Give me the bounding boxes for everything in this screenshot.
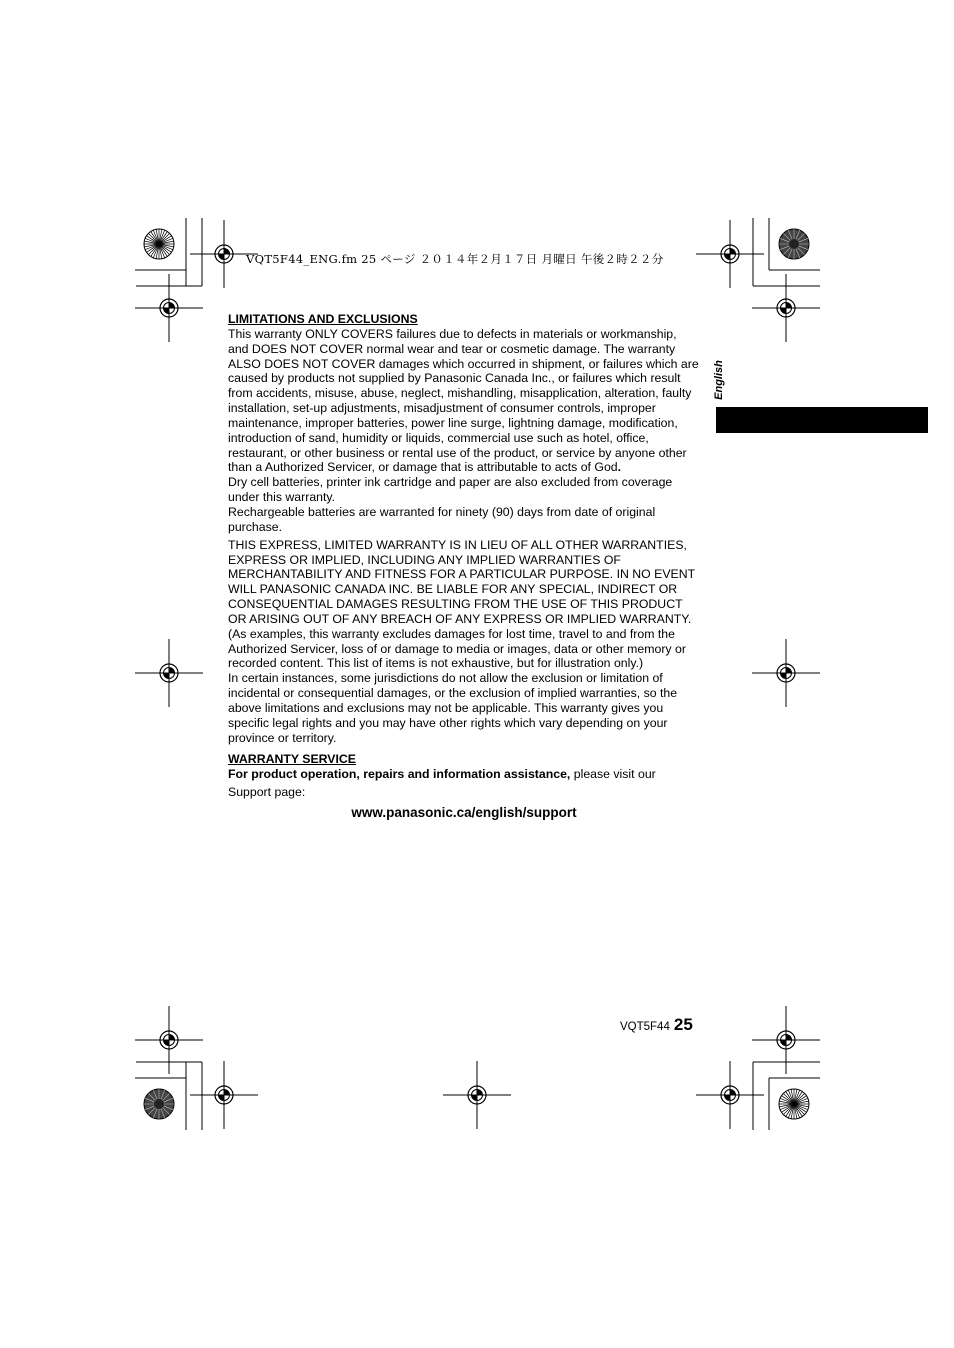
limitations-heading: LIMITATIONS AND EXCLUSIONS [228,312,418,326]
limitations-paragraph-1-text: This warranty ONLY COVERS failures due to defects in materials or workmanship, and DOES NOT COVER normal wear and tear or cosmetic damage. The warranty ALSO DOES NOT COVER damages which occurred in shipment, or failures which are caused by products not supplied by Panasonic Canada Inc., or failures which result from accidents, misuse, abuse, neglect, mishandling, misapplication, alteration, faulty installation, set-up adjustments, misadjustment of consumer controls, improper maintenance, improper batteries, power line surge, lightning damage, modification, introduction of sand, humidity or liquids, commercial use such as hotel, office, restaurant, or other business or rental use of the product, or service by anyone other than a Authorized Servicer, or damage that is attributable to acts of God [228,326,699,475]
warranty-service-intro-line2: Support page: [228,785,306,800]
page-number: 25 [673,1015,693,1034]
limitations-paragraph-2: Dry cell batteries, printer ink cartridge and paper are also excluded from coverage under this warranty. [228,475,673,505]
support-url-link[interactable]: www.panasonic.ca/english/support [351,805,577,820]
warranty-service-intro [228,767,700,782]
limitations-paragraph-3: Rechargeable batteries are warranted for ninety (90) days from date of original purchase. [228,504,656,534]
page-footer [620,1015,710,1035]
limitations-paragraph-5: (As examples, this warranty excludes damages for lost time, travel to and from the Authorized Servicer, loss of or damage to media or images, data or other memory or recorded content. This list of items is not exhaustive, but for illustration only.) [228,626,686,671]
language-label-text: English [713,360,725,400]
limitations-paragraph-4: THIS EXPRESS, LIMITED WARRANTY IS IN LIEU OF ALL OTHER WARRANTIES, EXPRESS OR IMPLIED, INCLUDING ANY IMPLIED WARRANTIES OF MERCHANTABILITY AND FITNESS FOR A PARTICULAR PURPOSE. IN NO EVENT WILL PANASONIC CANADA INC. BE LIABLE FOR ANY SPECIAL, INDIRECT OR CONSEQUENTIAL DAMAGES RESULTING FROM THE USE OF THIS PRODUCT OR ARISING OUT OF ANY BREACH OF ANY EXPRESS OR IMPLIED WARRANTY. [228,537,695,626]
warranty-content [228,312,700,821]
print-header-file-info: VQT5F44_ENG.fm 25 ページ ２０１４年２月１７日 月曜日 午後２時２２分 [246,252,664,266]
language-tab-bar [716,407,928,433]
limitations-paragraph-6: In certain instances, some jurisdictions do not allow the exclusion or limitation of incidental or consequential damages, or the exclusion of implied warranties, so the above limitations and exclusions may not be applicable. This warranty gives you specific legal rights and you may have other rights which vary depending on your province or territory. [228,671,678,745]
warranty-service-intro-rest: please visit our [570,767,656,782]
warranty-service-intro-bold: For product operation, repairs and information assistance, [228,767,571,782]
doc-code: VQT5F44 [620,1021,670,1033]
limitations-paragraph-1-end: . [617,460,622,475]
limitations-paragraph-1 [228,327,700,475]
warranty-service-heading: WARRANTY SERVICE [228,752,357,767]
language-side-label [706,355,732,405]
